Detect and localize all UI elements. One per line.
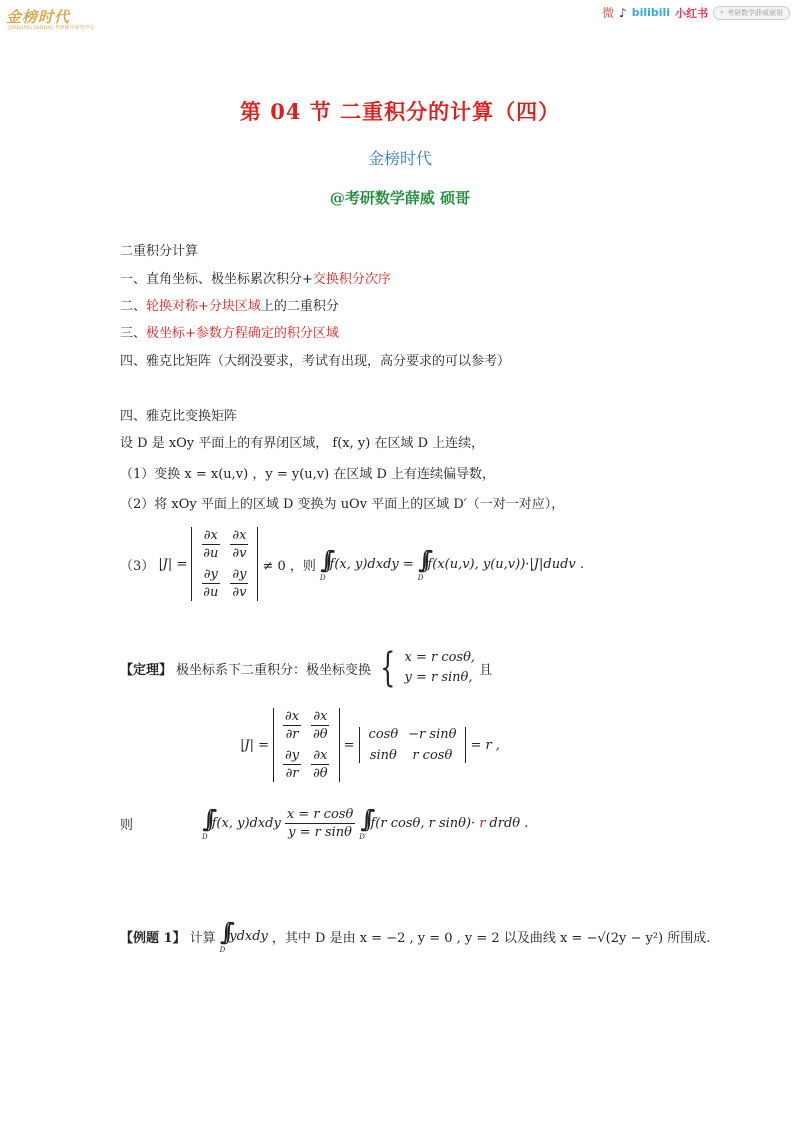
- matrix-12: −r sinθ: [408, 727, 457, 742]
- integral-right-tail: drdθ .: [489, 815, 529, 831]
- integral-2-body: f(x(u,v), y(u,v))·|J|dudv .: [427, 556, 585, 572]
- pd-den: ∂u: [203, 585, 219, 600]
- double-integral-sign: ∫∫: [202, 805, 208, 833]
- pd-yv: [230, 566, 248, 601]
- section-line-3: （2）将 xOy 平面上的区域 D 变换为 uOv 平面上的区域 D′（一对一对应），: [120, 497, 565, 512]
- pd-num: ∂x: [232, 528, 247, 543]
- weibo-icon: 微: [602, 6, 615, 20]
- theorem-label: 【定理】: [120, 662, 173, 678]
- outline-item-3-highlight: 极坐标+参数方程确定的积分区域: [146, 326, 339, 341]
- outline-item-3-prefix: 三、: [120, 326, 147, 341]
- search-text: 考研数学薛威硕哥: [727, 8, 783, 17]
- polar-substitution: [404, 648, 475, 688]
- jacobian-symbol: |J| =: [240, 737, 269, 753]
- outline-item-1-text: 一、直角坐标、极坐标累次积分+: [120, 272, 313, 287]
- pd-yu: [201, 566, 220, 601]
- double-integral-2: [418, 546, 424, 582]
- xiaohongshu-icon: 小红书: [675, 6, 709, 20]
- pd-den: ∂r: [285, 727, 299, 742]
- pd-num: ∂x: [313, 748, 328, 763]
- bilibili-icon: bilibili: [631, 6, 671, 19]
- pd-num: ∂y: [203, 567, 218, 582]
- section-heading: 四、雅克比变换矩阵: [120, 409, 238, 424]
- matrix-21: sinθ: [369, 748, 397, 763]
- pd-num: ∂y: [232, 567, 247, 582]
- pd-den: ∂θ: [313, 727, 328, 742]
- pd-num: ∂x: [313, 709, 328, 724]
- matrix-22: r cosθ: [412, 748, 453, 763]
- pd-den: ∂u: [203, 546, 219, 561]
- pd-yr: [283, 747, 301, 782]
- pd-xr: [283, 708, 301, 743]
- jacobian-result: = r ,: [470, 737, 500, 753]
- polar-jacobian: [240, 708, 500, 782]
- polar-y: y = r sinθ,: [404, 670, 473, 685]
- jacobian-determinant: [191, 527, 258, 601]
- left-brace: {: [380, 645, 396, 691]
- pd-den: ∂v: [232, 585, 247, 600]
- integral-region: D: [202, 833, 208, 841]
- page-author: @考研数学薛威 硕哥: [329, 189, 471, 207]
- page-subtitle: 金榜时代: [367, 149, 432, 168]
- outline-item-1: [120, 268, 391, 287]
- pd-xu: [201, 527, 220, 562]
- pd-ytheta: [311, 747, 330, 782]
- example-1: [120, 918, 710, 954]
- integral-right-body: f(r cosθ, r sinθ)·: [370, 815, 476, 831]
- neq-zero: ≠ 0 ，则: [262, 558, 316, 574]
- double-integral-sign: ∫∫: [360, 805, 366, 833]
- integral-region: D: [319, 574, 326, 582]
- example-text-b: ，其中 D 是由 x = −2 , y = 0 , y = 2 以及曲线 x = −√(2y − y²) 所围成.: [271, 930, 711, 946]
- integral-region: D: [417, 574, 424, 582]
- integral-left-body: f(x, y)dxdy: [211, 815, 281, 831]
- polar-x: x = r cosθ,: [404, 650, 476, 665]
- theorem-then: 且: [479, 662, 493, 678]
- polar-integral-formula: [120, 805, 528, 841]
- double-integral-left: [202, 805, 208, 841]
- theorem-line: [120, 645, 493, 691]
- jacobian-symbol: |J| =: [158, 556, 188, 572]
- section-line-1: 设 D 是 xOy 平面上的有界闭区域， f(x, y) 在区域 D 上连续，: [120, 436, 485, 451]
- pd-num: ∂y: [285, 748, 300, 763]
- brand-subtitle: JINBANG SHIDAI 考研辅导研究中心: [8, 25, 95, 31]
- double-integral-sign: ∫∫: [219, 918, 225, 946]
- outline-item-4: 四、雅克比矩阵（大纲没要求，考试有出现，高分要求的可以参考）: [120, 354, 511, 369]
- integral-region: D: [219, 946, 226, 954]
- pd-num: ∂x: [203, 528, 218, 543]
- substitution-top: x = r cosθ: [286, 806, 354, 822]
- page-title: 第 04 节 二重积分的计算（四）: [239, 99, 561, 124]
- outline-item-2-text: 上的二重积分: [260, 299, 339, 314]
- outline-item-2: [120, 295, 339, 314]
- formula-label: （3）: [120, 558, 155, 574]
- jacobian-formula: [120, 527, 584, 601]
- outline-item-1-highlight: 交换积分次序: [312, 272, 391, 287]
- polar-pd-determinant: [273, 708, 340, 782]
- theorem-text: 极坐标系下二重积分：极坐标变换: [176, 662, 372, 678]
- example-integrand: ydxdy: [229, 928, 268, 944]
- jacobian-r-highlight: r: [479, 815, 486, 831]
- integral-region: D′: [359, 833, 367, 841]
- pd-xtheta: [311, 708, 330, 743]
- search-box: [713, 6, 790, 20]
- double-integral-right: [359, 805, 366, 841]
- tiktok-icon: ♪: [619, 5, 627, 20]
- double-integral-example: [220, 918, 226, 954]
- example-label: 【例题 1】: [120, 930, 186, 946]
- double-integral-1: [320, 546, 326, 582]
- then-word: 则: [120, 817, 134, 833]
- equals-sign: =: [343, 737, 355, 753]
- section-line-2: （1）变换 x = x(u,v) ，y = y(u,v) 在区域 D 上有连续偏导数，: [120, 467, 496, 482]
- matrix-11: cosθ: [368, 727, 399, 742]
- integral-1-body: f(x, y)dxdy =: [329, 556, 414, 572]
- outline-item-2-prefix: 二、: [120, 299, 147, 314]
- pd-den: ∂v: [232, 546, 247, 561]
- pd-xv: [230, 527, 248, 562]
- substitution-arrow: [285, 806, 355, 841]
- pd-den: ∂θ: [313, 766, 328, 781]
- pd-num: ∂x: [285, 709, 300, 724]
- pd-den: ∂r: [285, 766, 299, 781]
- double-integral-sign: ∫∫: [320, 546, 326, 574]
- substitution-bottom: y = r sinθ: [288, 824, 353, 840]
- social-watermark: [602, 4, 790, 21]
- search-icon: ⌕: [720, 8, 724, 16]
- example-text-a: 计算: [189, 930, 216, 946]
- outline-item-3: [120, 322, 339, 341]
- double-integral-sign: ∫∫: [418, 546, 424, 574]
- trig-determinant: [359, 727, 467, 763]
- outline-heading: 二重积分计算: [120, 244, 199, 259]
- brand-logo: 金榜时代: [6, 8, 71, 26]
- outline-item-2-highlight: 轮换对称+分块区域: [146, 299, 261, 314]
